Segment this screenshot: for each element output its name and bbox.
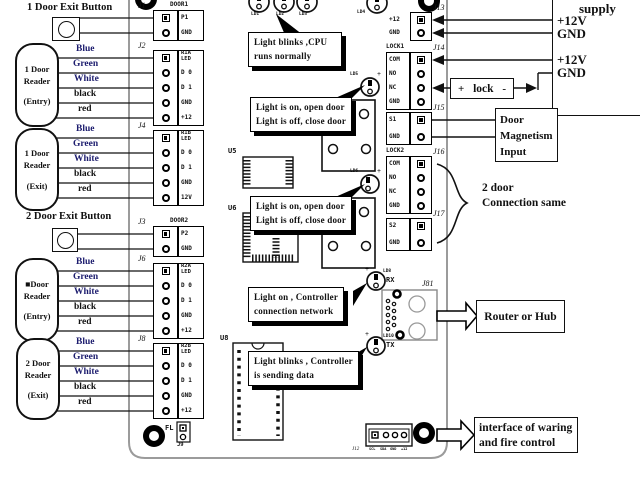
exit-button-2-symbol bbox=[52, 228, 78, 252]
two-door-brace bbox=[437, 164, 467, 243]
lock-label: lock bbox=[473, 82, 494, 95]
j12-pin-label: SCL bbox=[369, 447, 376, 451]
reader-2-entry bbox=[15, 258, 59, 342]
callout-sending bbox=[248, 351, 359, 386]
connector-label-J15: J15 bbox=[433, 103, 445, 112]
led-ld5-label: LD5 bbox=[350, 72, 359, 77]
pin-label-J4-D 0: D 0 bbox=[181, 149, 192, 156]
pin-label-J15-GND: GND bbox=[389, 133, 400, 140]
pin-J1-GND bbox=[162, 29, 170, 37]
pin-label-J13-+12: +12 bbox=[389, 16, 400, 23]
connector-label-J1: J1 bbox=[138, 1, 146, 10]
pin-J6-D 0 bbox=[162, 282, 170, 290]
ic-u5 bbox=[243, 157, 293, 188]
magnetism-line: Door bbox=[500, 114, 524, 126]
connector-label-J3: J3 bbox=[138, 217, 146, 226]
supply-title: supply bbox=[579, 1, 616, 16]
ic-u6-label: U6 bbox=[228, 204, 237, 212]
connector-header-LOCK1: LOCK1 bbox=[386, 43, 405, 50]
pin-J4-GND bbox=[162, 179, 170, 187]
arrow-to-interface bbox=[437, 421, 474, 449]
rj45-jack bbox=[382, 290, 437, 340]
callout-line: Light blinks , Controller bbox=[254, 356, 353, 366]
wire-color-label: black bbox=[74, 89, 97, 99]
supply-gnd-2: GND bbox=[557, 65, 586, 80]
wire-color-label: Green bbox=[73, 272, 99, 282]
callout-cpu bbox=[248, 32, 342, 67]
led-ld1-label: LD1 bbox=[251, 12, 260, 17]
wire-color-label: black bbox=[74, 302, 97, 312]
pin-J14-COM bbox=[417, 56, 425, 64]
exit-button-1-symbol bbox=[52, 17, 80, 41]
pin-J8-GND bbox=[162, 392, 170, 400]
wire-color-label: red bbox=[78, 317, 92, 327]
pin-label-J3-GND: GND bbox=[181, 245, 192, 252]
connector-label-J2: J2 bbox=[138, 41, 146, 50]
pin-label-J16-COM: COM bbox=[389, 160, 400, 167]
lock-plus: + bbox=[458, 82, 465, 95]
wire-color-label: Green bbox=[73, 352, 99, 362]
callout-line: is sending data bbox=[254, 369, 315, 380]
wire-color-label: White bbox=[74, 74, 99, 84]
led-ld3-label: LD3 bbox=[299, 12, 308, 17]
pin-J6-D 1 bbox=[162, 297, 170, 305]
alarm-connector bbox=[366, 424, 412, 446]
callout-line: Light is on, open door bbox=[256, 201, 345, 211]
led-ld10-plus: + bbox=[365, 330, 369, 338]
pin-J16-GND bbox=[417, 202, 425, 210]
supply-12v-1: +12V bbox=[557, 13, 587, 28]
connector-label-J4: J4 bbox=[138, 121, 146, 130]
pin-label-J8-D 0: D 0 bbox=[181, 362, 192, 369]
callout-lock1-led bbox=[250, 97, 352, 132]
pin-label-J14-COM: COM bbox=[389, 56, 400, 63]
callout-network bbox=[248, 287, 344, 322]
wire-color-label: black bbox=[74, 382, 97, 392]
fl-jumper bbox=[177, 422, 190, 442]
wire-color-label: red bbox=[78, 397, 92, 407]
pin-label-J2-+12: +12 bbox=[181, 114, 192, 121]
pin-label-J1-GND: GND bbox=[181, 29, 192, 36]
led-ld2-label: LD2 bbox=[276, 12, 285, 17]
pin-label-J14-NO: NO bbox=[389, 70, 397, 77]
j12-pin-label: GND bbox=[390, 447, 397, 451]
pin-J16-NO bbox=[417, 174, 425, 182]
pin-label-J6-LED: R2A LED bbox=[181, 262, 191, 275]
callout-lock2-led bbox=[250, 196, 352, 231]
wire-color-label: Blue bbox=[76, 337, 95, 347]
led-ld6-label: LD6 bbox=[350, 169, 359, 174]
rx-label: RX bbox=[386, 276, 395, 284]
pin-label-J8-D 1: D 1 bbox=[181, 377, 192, 384]
callout-line: Light is off, close door bbox=[256, 115, 347, 126]
led-ld8-label: LD8 bbox=[383, 269, 392, 274]
connector-header-LOCK2: LOCK2 bbox=[386, 147, 405, 154]
two-door-note-line1: 2 door bbox=[482, 182, 514, 194]
pin-J15-S1 bbox=[417, 116, 425, 124]
pin-label-J16-NC: NC bbox=[389, 188, 397, 195]
pin-J8-D 1 bbox=[162, 377, 170, 385]
pin-label-J8-GND: GND bbox=[181, 392, 192, 399]
wire-color-label: Green bbox=[73, 59, 99, 69]
callout-line: connection network bbox=[254, 305, 334, 316]
pin-J6-GND bbox=[162, 312, 170, 320]
led-ld6-plus: + bbox=[377, 167, 381, 175]
ic-u5-label: U5 bbox=[228, 147, 237, 155]
pin-J14-NO bbox=[417, 70, 425, 78]
reader-line: (Entry) bbox=[23, 311, 51, 322]
reader-line: Reader bbox=[23, 160, 51, 171]
pin-J4-D 0 bbox=[162, 149, 170, 157]
pin-label-J6-D 1: D 1 bbox=[181, 297, 192, 304]
pin-J13-GND bbox=[417, 29, 425, 37]
pin-J2-D 0 bbox=[162, 69, 170, 77]
callout-line: runs normally bbox=[254, 50, 312, 61]
pin-label-J3-P2: P2 bbox=[181, 230, 189, 237]
pin-label-J4-12V: 12V bbox=[181, 194, 192, 201]
wire-color-label: White bbox=[74, 367, 99, 377]
exit-button-2-title: 2 Door Exit Button bbox=[26, 211, 112, 222]
led-ld4-label: LD4 bbox=[357, 10, 366, 15]
led-ld8-plus: + bbox=[365, 265, 369, 273]
reader-line: Reader bbox=[23, 75, 51, 86]
pin-J8-+12 bbox=[162, 407, 170, 415]
pin-label-J17-S2: S2 bbox=[389, 222, 397, 229]
lock-minus: - bbox=[502, 82, 506, 95]
reader-line: Reader bbox=[23, 290, 51, 301]
reader-line: ■Door bbox=[25, 278, 49, 289]
pin-J14-NC bbox=[417, 84, 425, 92]
fl-label: FL bbox=[165, 424, 174, 432]
pin-J3-P2 bbox=[162, 230, 170, 238]
pin-label-J8-LED: R2B LED bbox=[181, 342, 191, 355]
two-door-note-line2: Connection same bbox=[482, 197, 567, 209]
pin-label-J14-GND: GND bbox=[389, 98, 400, 105]
pin-J2-D 1 bbox=[162, 84, 170, 92]
reader-line: 1 Door bbox=[24, 148, 50, 159]
pin-label-J2-GND: GND bbox=[181, 99, 192, 106]
pin-label-J6-+12: +12 bbox=[181, 327, 192, 334]
reader-1-exit bbox=[15, 128, 59, 211]
reader-line: (Exit) bbox=[26, 180, 48, 191]
pin-label-J2-D 0: D 0 bbox=[181, 69, 192, 76]
callout-line: Light is on, open door bbox=[256, 102, 345, 112]
magnetism-line: Magnetism bbox=[500, 130, 553, 142]
interface-box bbox=[474, 417, 578, 453]
pin-J8-D 0 bbox=[162, 362, 170, 370]
button-circle bbox=[57, 232, 74, 249]
pin-label-J16-NO: NO bbox=[389, 174, 397, 181]
led-ld5-plus: + bbox=[377, 70, 381, 78]
pin-J2-GND bbox=[162, 99, 170, 107]
pin-J4-12V bbox=[162, 194, 170, 202]
pin-J15-GND bbox=[417, 133, 425, 141]
wire-color-label: Green bbox=[73, 139, 99, 149]
pin-J2-+12 bbox=[162, 114, 170, 122]
wire-color-label: White bbox=[74, 287, 99, 297]
callout-line: Light blinks ,CPU bbox=[254, 37, 328, 47]
connector-label-J17: J17 bbox=[433, 209, 445, 218]
pin-label-J6-D 0: D 0 bbox=[181, 282, 192, 289]
pin-label-J6-GND: GND bbox=[181, 312, 192, 319]
connector-label-J8: J8 bbox=[138, 334, 146, 343]
pin-J17-GND bbox=[417, 239, 425, 247]
pin-label-J14-NC: NC bbox=[389, 84, 397, 91]
connector-label-J6: J6 bbox=[138, 254, 146, 263]
pin-label-J4-LED: R1B LED bbox=[181, 129, 191, 142]
connector-header-DOOR2: DOOR2 bbox=[170, 217, 189, 224]
j12-pin-label: +12 bbox=[401, 447, 408, 451]
wire-color-label: White bbox=[74, 154, 99, 164]
pin-label-J1-P1: P1 bbox=[181, 14, 189, 21]
reader-line: (Exit) bbox=[27, 390, 49, 401]
pin-J1-P1 bbox=[162, 14, 170, 22]
wire-color-label: Blue bbox=[76, 257, 95, 267]
pin-J14-GND bbox=[417, 98, 425, 106]
wire-color-label: black bbox=[74, 169, 97, 179]
pin-label-J4-GND: GND bbox=[181, 179, 192, 186]
pin-J16-NC bbox=[417, 188, 425, 196]
wire-color-label: red bbox=[78, 104, 92, 114]
wire-color-label: Blue bbox=[76, 44, 95, 54]
callout-line: Light is off, close door bbox=[256, 214, 347, 225]
interface-line: interface of waring bbox=[479, 422, 573, 434]
connector-label-J14: J14 bbox=[433, 43, 445, 52]
power-supply-box bbox=[552, 0, 640, 116]
pin-label-J8-+12: +12 bbox=[181, 407, 192, 414]
pin-J13-+12 bbox=[417, 16, 425, 24]
pin-label-J2-D 1: D 1 bbox=[181, 84, 192, 91]
callout-line: Light on , Controller bbox=[254, 292, 339, 302]
pin-label-J15-S1: S1 bbox=[389, 116, 397, 123]
pin-label-J13-GND: GND bbox=[389, 29, 400, 36]
lock-box bbox=[450, 78, 514, 99]
magnetism-line: Input bbox=[500, 146, 527, 158]
j12-pin-label: SDA bbox=[380, 447, 387, 451]
wire-color-label: Blue bbox=[76, 124, 95, 134]
led-ld10-label: LD10 bbox=[383, 334, 394, 339]
router-label: Router or Hub bbox=[484, 310, 557, 323]
tx-label: TX bbox=[386, 341, 395, 349]
j81-label: J81 bbox=[422, 279, 434, 288]
reader-2-exit bbox=[16, 338, 60, 420]
pin-label-J16-GND: GND bbox=[389, 202, 400, 209]
ic-u8-label: U8 bbox=[220, 334, 229, 342]
connector-header-DOOR1: DOOR1 bbox=[170, 1, 189, 8]
reader-line: 1 Door bbox=[24, 63, 50, 74]
pin-J6-LED bbox=[162, 267, 170, 275]
reader-line: 2 Door bbox=[25, 357, 51, 368]
connector-label-J16: J16 bbox=[433, 147, 445, 156]
pin-J17-S2 bbox=[417, 222, 425, 230]
connector-label-J13: J13 bbox=[433, 3, 445, 12]
pin-label-J4-D 1: D 1 bbox=[181, 164, 192, 171]
pin-J6-+12 bbox=[162, 327, 170, 335]
pin-J8-LED bbox=[162, 347, 170, 355]
j9-label: J9 bbox=[177, 442, 184, 448]
pin-J2-LED bbox=[162, 54, 170, 62]
button-circle bbox=[58, 21, 75, 38]
supply-12v-2: +12V bbox=[557, 52, 587, 67]
arrow-to-router bbox=[437, 303, 477, 329]
supply-gnd-1: GND bbox=[557, 26, 586, 41]
pin-J3-GND bbox=[162, 245, 170, 253]
router-box bbox=[476, 300, 565, 333]
exit-button-1-title: 1 Door Exit Button bbox=[27, 2, 113, 13]
pin-label-J2-LED: R1A LED bbox=[181, 49, 191, 62]
pin-label-J17-GND: GND bbox=[389, 239, 400, 246]
reader-1-entry bbox=[15, 43, 59, 127]
reader-line: Reader bbox=[24, 369, 52, 380]
door-magnetism-box bbox=[495, 108, 558, 162]
interface-line: and fire control bbox=[479, 437, 556, 449]
pin-J16-COM bbox=[417, 160, 425, 168]
j12-label: J12 bbox=[352, 447, 360, 452]
wire-color-label: red bbox=[78, 184, 92, 194]
reader-line: (Entry) bbox=[23, 96, 51, 107]
pin-J4-LED bbox=[162, 134, 170, 142]
pin-J4-D 1 bbox=[162, 164, 170, 172]
